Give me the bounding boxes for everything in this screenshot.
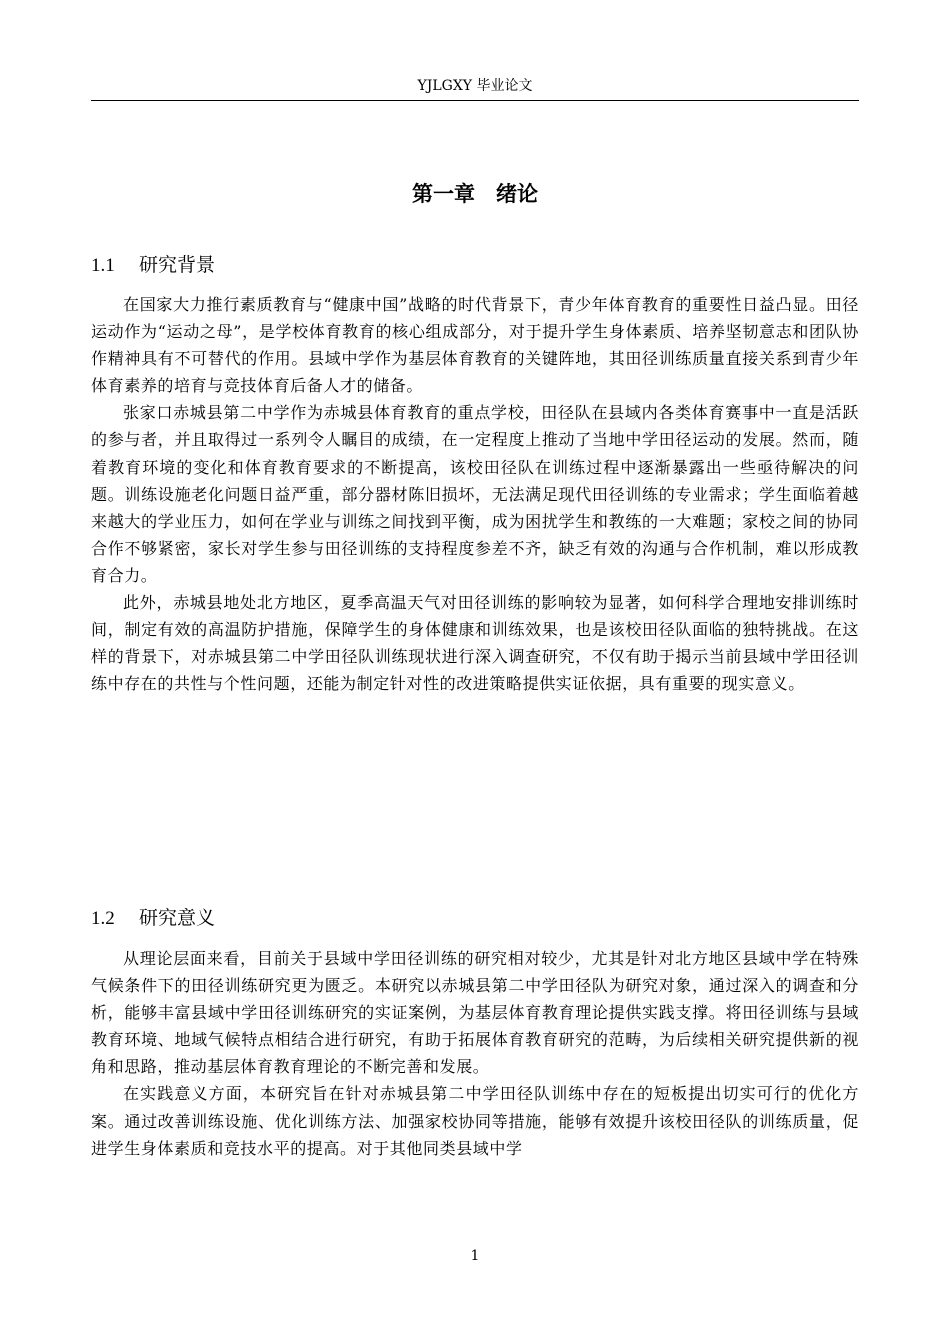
section-title: 研究背景 (139, 254, 216, 276)
section-title: 研究意义 (139, 907, 216, 929)
section-body-1-1 (91, 291, 859, 697)
section-number: 1.1 (91, 255, 115, 276)
section-body-1-2 (91, 945, 859, 1162)
paragraph: 张家口赤城县第二中学作为赤城县体育教育的重点学校，田径队在县域内各类体育赛事中一直是活跃的参与者，并且取得过一系列令人瞩目的成绩，在一定程度上推动了当地中学田径运动的发展。然而，随着教育环境的变化和体育教育要求的不断提高，该校田径队在训练过程中逐渐暴露出一些亟待解决的问题。训练设施老化问题日益严重，部分器材陈旧损坏，无法满足现代田径训练的专业需求；学生面临着越来越大的学业压力，如何在学业与训练之间找到平衡，成为困扰学生和教练的一大难题；家校之间的协同合作不够紧密，家长对学生参与田径训练的支持程度参差不齐，缺乏有效的沟通与合作机制，难以形成教育合力。 (91, 403, 859, 585)
running-header: YJLGXY 毕业论文 (417, 78, 533, 94)
section-heading-1-2 (91, 903, 215, 934)
paragraph: 在国家大力推行素质教育与“健康中国”战略的时代背景下，青少年体育教育的重要性日益凸显。田径运动作为“运动之母”，是学校体育教育的核心组成部分，对于提升学生身体素质、培养坚韧意志和团队协作精神具有不可替代的作用。县域中学作为基层体育教育的关键阵地，其田径训练质量直接关系到青少年体育素养的培育与竞技体育后备人才的储备。 (91, 295, 859, 396)
page-number: 1 (470, 1248, 480, 1264)
paragraph: 从理论层面来看，目前关于县域中学田径训练的研究相对较少，尤其是针对北方地区县域中学在特殊气候条件下的田径训练研究更为匮乏。本研究以赤城县第二中学田径队为研究对象，通过深入的调查和分析，能够丰富县域中学田径训练研究的实证案例，为基层体育教育理论提供实践支撑。将田径训练与县域教育环境、地域气候特点相结合进行研究，有助于拓展体育教育研究的范畴，为后续相关研究提供新的视角和思路，推动基层体育教育理论的不断完善和发展。 (91, 949, 859, 1077)
section-number: 1.2 (91, 908, 115, 929)
paragraph: 此外，赤城县地处北方地区，夏季高温天气对田径训练的影响较为显著，如何科学合理地安排训练时间，制定有效的高温防护措施，保障学生的身体健康和训练效果，也是该校田径队面临的独特挑战。在这样的背景下，对赤城县第二中学田径队训练现状进行深入调查研究，不仅有助于揭示当前县域中学田径训练中存在的共性与个性问题，还能为制定针对性的改进策略提供实证依据，具有重要的现实意义。 (91, 593, 859, 694)
chapter-title: 第一章 绪论 (412, 182, 538, 206)
section-heading-1-1 (91, 250, 215, 281)
header-rule (91, 100, 859, 101)
paragraph: 在实践意义方面，本研究旨在针对赤城县第二中学田径队训练中存在的短板提出切实可行的优化方案。通过改善训练设施、优化训练方法、加强家校协同等措施，能够有效提升该校田径队的训练质量，促进学生身体素质和竞技水平的提高。对于其他同类县域中学 (91, 1084, 859, 1158)
